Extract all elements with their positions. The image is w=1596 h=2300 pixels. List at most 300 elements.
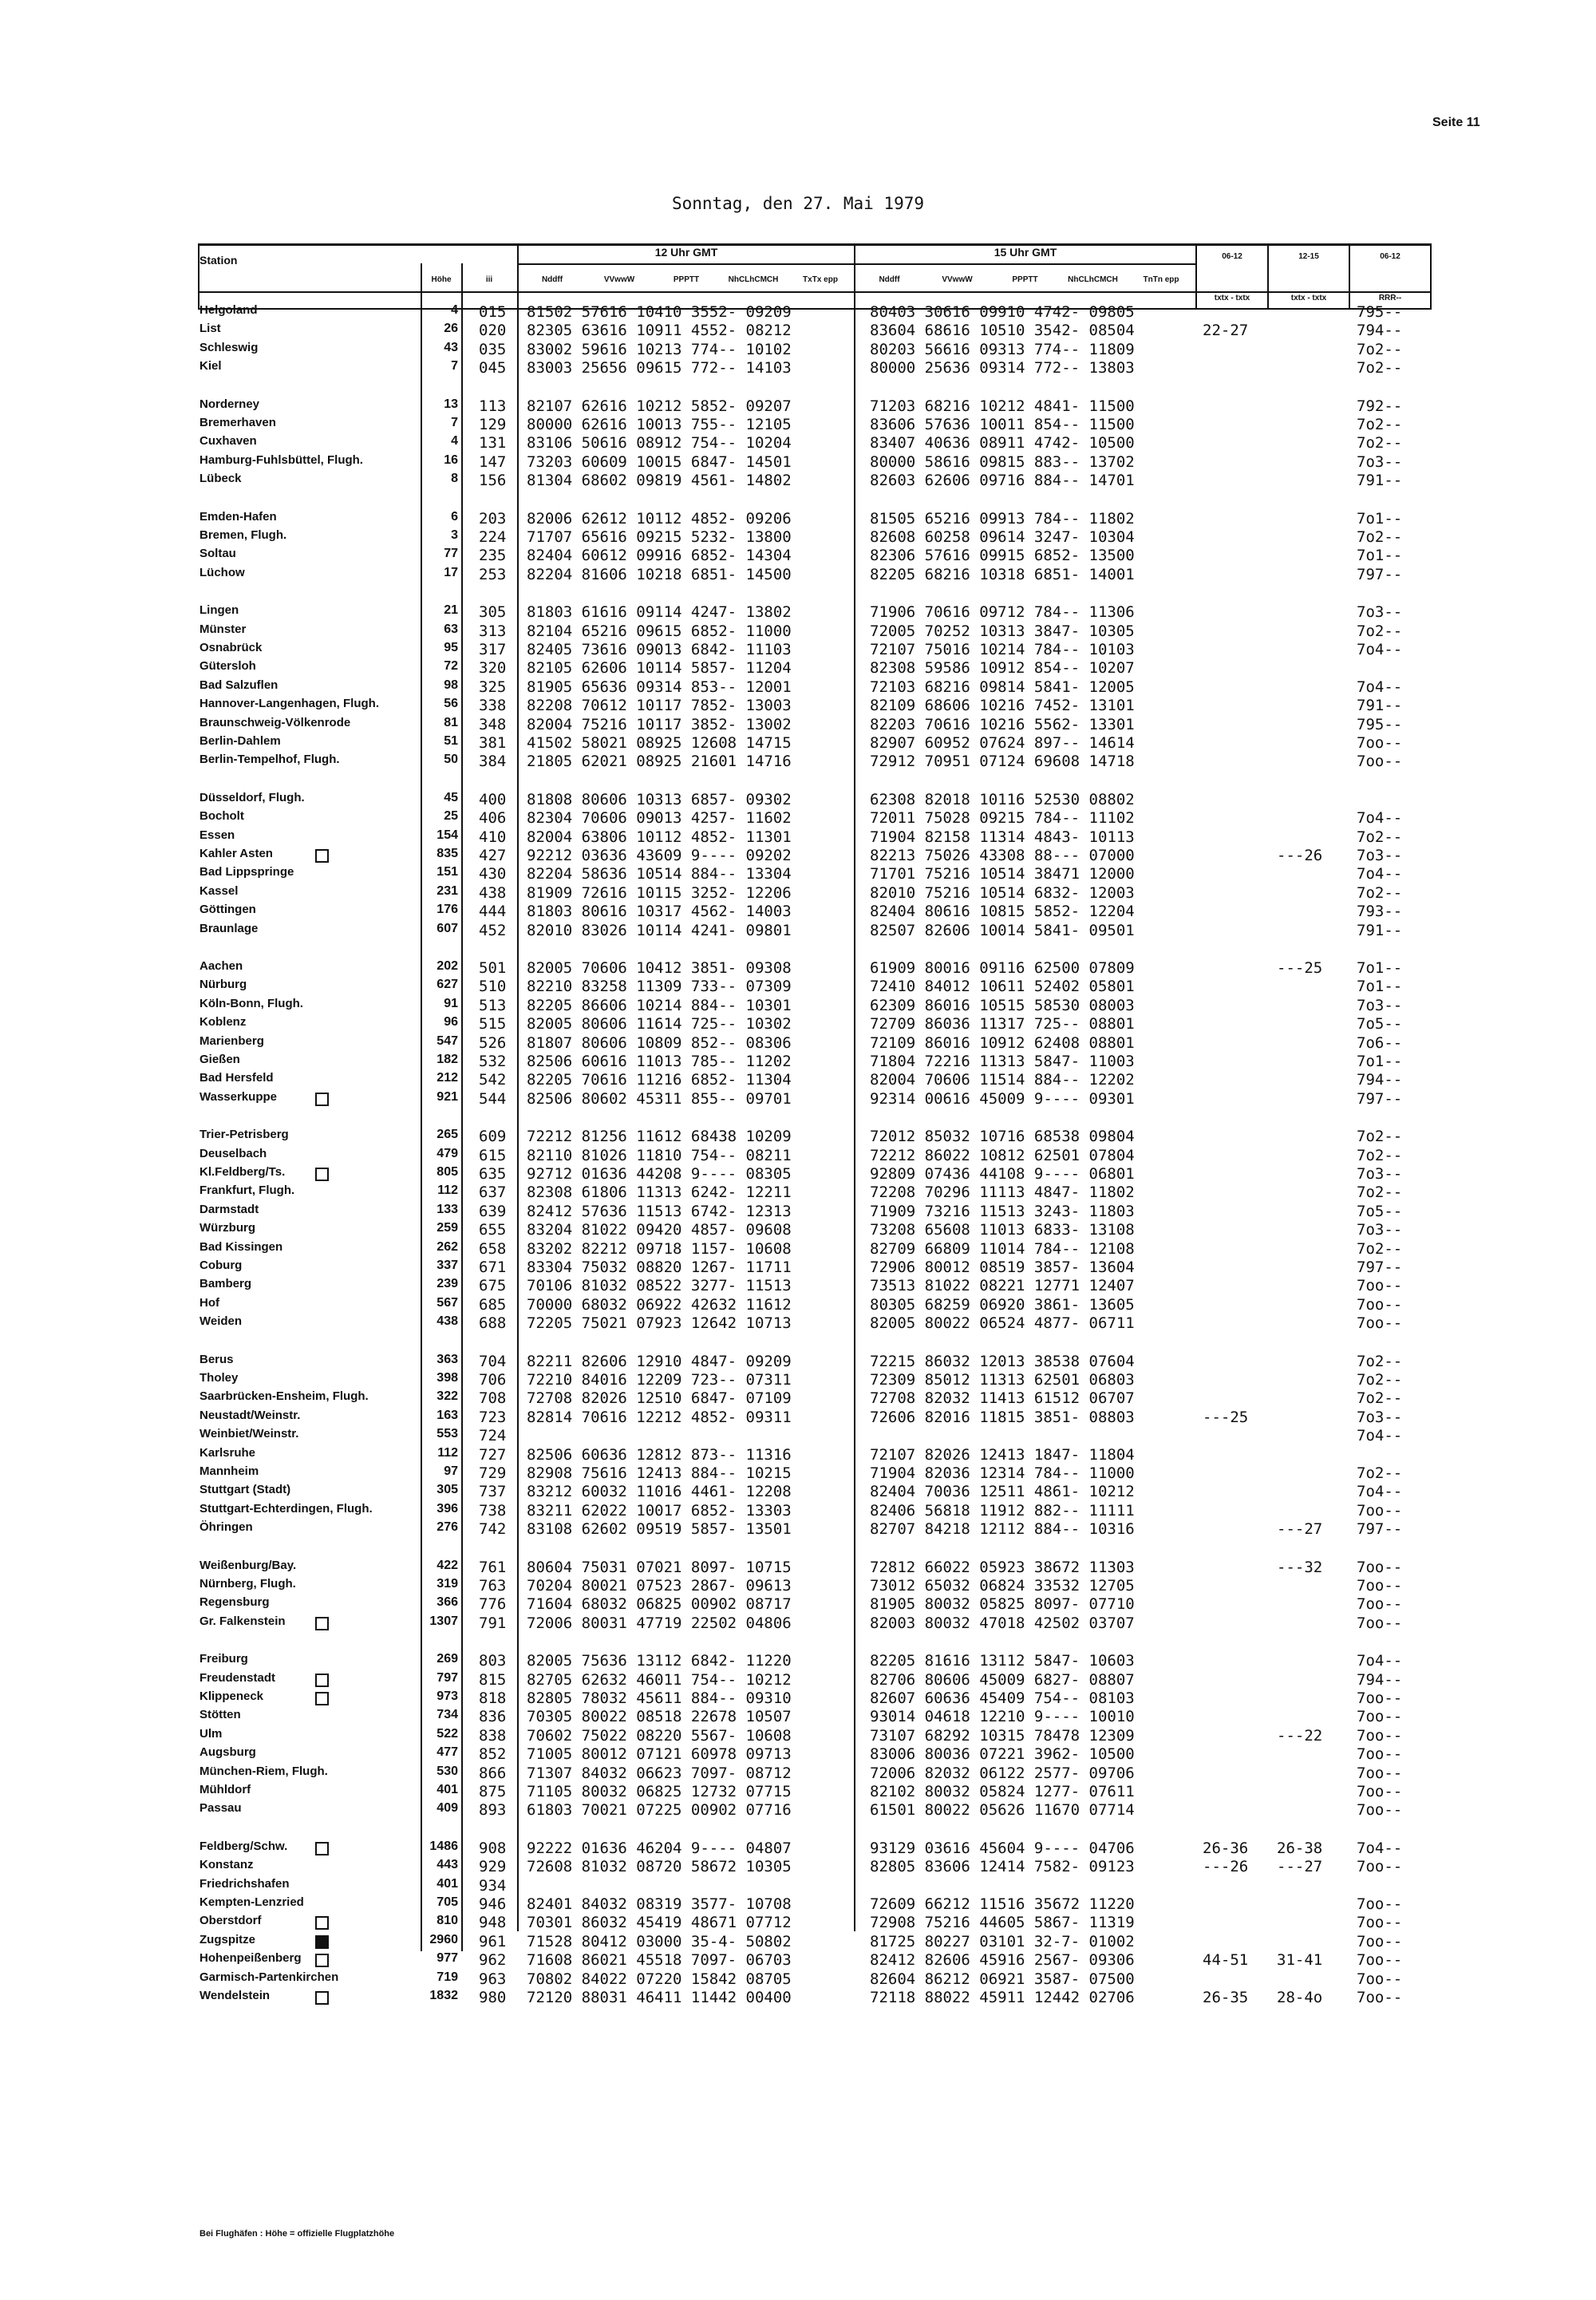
station-name: Schleswig [200, 341, 259, 354]
station-id: 430 [479, 865, 507, 883]
extra-value-1: 26-35 [1203, 1989, 1249, 2006]
station-height: 97 [444, 1464, 458, 1478]
station-height: 4 [451, 303, 458, 317]
obs-12utc: 72006 80031 47719 22502 04806 [527, 1614, 792, 1632]
obs-15utc: 82005 80022 06524 4877- 06711 [870, 1314, 1135, 1332]
table-row [0, 791, 1596, 808]
obs-12utc: 82004 63806 10112 4852- 11301 [527, 828, 792, 846]
obs-12utc: 82205 70616 11216 6852- 11304 [527, 1071, 792, 1089]
station-height: 265 [437, 1128, 458, 1141]
extra-value-3: 7o2-- [1357, 1147, 1403, 1164]
extra-value-3: 7oo-- [1357, 1895, 1403, 1913]
table-row [0, 566, 1596, 583]
obs-12utc: 71105 80032 06825 12732 07715 [527, 1783, 792, 1800]
obs-12utc: 73203 60609 10015 6847- 14501 [527, 453, 792, 471]
station-height: 522 [437, 1727, 458, 1741]
table-row [0, 397, 1596, 415]
station-height: 3 [451, 528, 458, 542]
extra-value-3: 7oo-- [1357, 1989, 1403, 2006]
station-id: 381 [479, 734, 507, 752]
station-id: 737 [479, 1483, 507, 1500]
table-row [0, 1559, 1596, 1576]
station-name: Zugspitze [200, 1933, 255, 1946]
station-height: 337 [437, 1259, 458, 1272]
station-height: 627 [437, 978, 458, 991]
table-row [0, 1034, 1596, 1052]
table-row [0, 472, 1596, 489]
station-name: Bad Salzuflen [200, 678, 279, 692]
extra-value-2: 31-41 [1277, 1951, 1323, 1969]
station-name: Hof [200, 1296, 219, 1310]
obs-12utc: 83204 81022 09420 4857- 09608 [527, 1221, 792, 1239]
table-row [0, 1914, 1596, 1931]
station-name: Freudenstadt [200, 1671, 276, 1685]
obs-15utc: 72107 75016 10214 784-- 10103 [870, 641, 1135, 658]
station-name: Bremerhaven [200, 416, 276, 429]
obs-15utc: 80000 25636 09314 772-- 13803 [870, 359, 1135, 377]
station-id: 706 [479, 1371, 507, 1389]
obs-15utc: 82205 68216 10318 6851- 14001 [870, 566, 1135, 583]
obs-12utc: 82908 75616 12413 884-- 10215 [527, 1464, 792, 1482]
obs-15utc: 92809 07436 44108 9---- 06801 [870, 1165, 1135, 1183]
table-row [0, 547, 1596, 564]
obs-12utc: 83002 59616 10213 774-- 10102 [527, 341, 792, 358]
station-id: 685 [479, 1296, 507, 1314]
station-id: 129 [479, 416, 507, 433]
obs-15utc: 72708 82032 11413 61512 06707 [870, 1389, 1135, 1407]
table-row [0, 1296, 1596, 1314]
extra-value-3: 7o3-- [1357, 603, 1403, 621]
extra-value-3: 7o4-- [1357, 1840, 1403, 1857]
table-row [0, 641, 1596, 658]
station-height: 305 [437, 1483, 458, 1496]
obs-15utc: 80000 58616 09815 883-- 13702 [870, 453, 1135, 471]
obs-15utc: 73513 81022 08221 12771 12407 [870, 1277, 1135, 1294]
extra-value-3: 7o2-- [1357, 528, 1403, 546]
extra-value-3: 7o3-- [1357, 1221, 1403, 1239]
station-name: Stuttgart (Stadt) [200, 1483, 291, 1496]
station-name: List [200, 322, 221, 335]
obs-12utc: 82404 60612 09916 6852- 14304 [527, 547, 792, 564]
time12-header: 12 Uhr GMT [654, 246, 718, 259]
station-height: 322 [437, 1389, 458, 1403]
obs-15utc: 72709 86036 11317 725-- 08801 [870, 1015, 1135, 1033]
station-name: Würzburg [200, 1221, 255, 1235]
station-height: 259 [437, 1221, 458, 1235]
station-height: 45 [444, 791, 458, 804]
table-row [0, 1689, 1596, 1707]
obs-12utc: 70106 81032 08522 3277- 11513 [527, 1277, 792, 1294]
station-height: 409 [437, 1801, 458, 1815]
obs-15utc: 72908 75216 44605 5867- 11319 [870, 1914, 1135, 1931]
station-name: Kempten-Lenzried [200, 1895, 304, 1909]
station-id: 946 [479, 1895, 507, 1913]
station-id: 655 [479, 1221, 507, 1239]
station-height: 398 [437, 1371, 458, 1385]
obs-15utc: 82608 60258 09614 3247- 10304 [870, 528, 1135, 546]
obs-12utc: 82506 60636 12812 873-- 11316 [527, 1446, 792, 1464]
station-height: 16 [444, 453, 458, 467]
table-row [0, 1409, 1596, 1426]
station-height: 8 [451, 472, 458, 485]
obs-15utc: 61501 80022 05626 11670 07714 [870, 1801, 1135, 1819]
obs-15utc: 72212 86022 10812 62501 07804 [870, 1147, 1135, 1164]
table-row [0, 1314, 1596, 1332]
station-name: Oberstdorf [200, 1914, 262, 1927]
station-id: 348 [479, 716, 507, 733]
station-id: 438 [479, 884, 507, 902]
obs-12utc: 71307 84032 06623 7097- 08712 [527, 1765, 792, 1782]
station-name: Friedrichshafen [200, 1877, 290, 1891]
extra-value-3: 7o3-- [1357, 453, 1403, 471]
extra-value-2: 28-4o [1277, 1989, 1323, 2006]
obs-12utc: 82204 58636 10514 884-- 13304 [527, 865, 792, 883]
extra-value-3: 7oo-- [1357, 1933, 1403, 1950]
col15-nddff: Nddff [879, 275, 900, 284]
station-id: 688 [479, 1314, 507, 1332]
obs-15utc: 83407 40636 08911 4742- 10500 [870, 434, 1135, 452]
extra-value-3: 7oo-- [1357, 1689, 1403, 1707]
obs-15utc: 72107 82026 12413 1847- 11804 [870, 1446, 1135, 1464]
obs-12utc: 92222 01636 46204 9---- 04807 [527, 1840, 792, 1857]
station-name: Helgoland [200, 303, 258, 317]
table-row [0, 884, 1596, 902]
station-height: 202 [437, 959, 458, 973]
station-id: 203 [479, 510, 507, 528]
extra-value-3: 7oo-- [1357, 1801, 1403, 1819]
station-name: Garmisch-Partenkirchen [200, 1970, 339, 1984]
station-name: Passau [200, 1801, 242, 1815]
obs-12utc: 41502 58021 08925 12608 14715 [527, 734, 792, 752]
obs-15utc: 81725 80227 03101 32-7- 01002 [870, 1933, 1135, 1950]
square-icon [315, 1954, 329, 1967]
station-id: 704 [479, 1353, 507, 1370]
obs-12utc: 83108 62602 09519 5857- 13501 [527, 1520, 792, 1538]
table-row [0, 1951, 1596, 1969]
station-name: Norderney [200, 397, 260, 411]
obs-12utc: 70204 80021 07523 2867- 09613 [527, 1577, 792, 1595]
station-id: 929 [479, 1858, 507, 1875]
col15-vvwww: VVwwW [942, 275, 973, 284]
station-name: Gr. Falkenstein [200, 1614, 286, 1628]
obs-12utc: 81803 61616 09114 4247- 13802 [527, 603, 792, 621]
station-height: 366 [437, 1595, 458, 1609]
extra-value-1: ---26 [1203, 1858, 1249, 1875]
obs-12utc: 83211 62022 10017 6852- 13303 [527, 1502, 792, 1520]
station-id: 235 [479, 547, 507, 564]
obs-15utc: 71909 73216 11513 3243- 11803 [870, 1203, 1135, 1220]
obs-15utc: 72309 85012 11313 62501 06803 [870, 1371, 1135, 1389]
height-header: Höhe [431, 275, 452, 284]
station-id: 791 [479, 1614, 507, 1632]
table-row [0, 622, 1596, 640]
square-icon [315, 849, 329, 863]
obs-12utc: 82105 62606 10114 5857- 11204 [527, 659, 792, 677]
station-height: 553 [437, 1427, 458, 1440]
table-row [0, 322, 1596, 339]
station-id: 934 [479, 1877, 507, 1895]
station-height: 422 [437, 1559, 458, 1572]
square-icon [315, 1617, 329, 1630]
station-name: Wasserkuppe [200, 1090, 277, 1104]
station-height: 262 [437, 1240, 458, 1254]
station-height: 17 [444, 566, 458, 579]
table-row [0, 341, 1596, 358]
extra-value-3: 7oo-- [1357, 1595, 1403, 1613]
station-name: Kahler Asten [200, 847, 273, 860]
station-name: Lüchow [200, 566, 245, 579]
obs-15utc: 72410 84012 10611 52402 05801 [870, 978, 1135, 995]
table-row [0, 416, 1596, 433]
station-name: Bamberg [200, 1277, 252, 1290]
obs-12utc: 82110 81026 11810 754-- 08211 [527, 1147, 792, 1164]
obs-12utc: 82705 62632 46011 754-- 10212 [527, 1671, 792, 1689]
page-title: Sonntag, den 27. Mai 1979 [671, 194, 925, 213]
extra-value-3: 794-- [1357, 1671, 1403, 1689]
obs-12utc: 82205 86606 10214 884-- 10301 [527, 997, 792, 1014]
obs-12utc: 72212 81256 11612 68438 10209 [527, 1128, 792, 1145]
obs-12utc: 82308 61806 11313 6242- 12211 [527, 1184, 792, 1201]
station-name: Mühldorf [200, 1783, 251, 1796]
obs-15utc: 82603 62606 09716 884-- 14701 [870, 472, 1135, 489]
station-name: Osnabrück [200, 641, 263, 654]
station-name: Trier-Petrisberg [200, 1128, 289, 1141]
station-header: Station [200, 254, 238, 267]
station-id: 253 [479, 566, 507, 583]
obs-12utc: 71604 68032 06825 00902 08717 [527, 1595, 792, 1613]
table-row [0, 1520, 1596, 1538]
station-id: 427 [479, 847, 507, 864]
station-name: Konstanz [200, 1858, 254, 1871]
extra-value-3: 797-- [1357, 1259, 1403, 1276]
station-name: Weißenburg/Bay. [200, 1559, 297, 1572]
station-id: 763 [479, 1577, 507, 1595]
table-row [0, 1446, 1596, 1464]
obs-15utc: 61909 80016 09116 62500 07809 [870, 959, 1135, 977]
station-id: 658 [479, 1240, 507, 1258]
station-height: 973 [437, 1689, 458, 1703]
station-name: Koblenz [200, 1015, 247, 1029]
station-height: 112 [437, 1446, 458, 1460]
station-name: Gütersloh [200, 659, 256, 673]
station-name: Berlin-Dahlem [200, 734, 281, 748]
station-id: 875 [479, 1783, 507, 1800]
station-height: 154 [437, 828, 458, 842]
table-row [0, 1858, 1596, 1875]
table-row [0, 1595, 1596, 1613]
obs-15utc: 93014 04618 12210 9---- 10010 [870, 1708, 1135, 1725]
station-name: Lingen [200, 603, 239, 617]
extra-value-3: 7o4-- [1357, 1652, 1403, 1670]
table-row [0, 1184, 1596, 1201]
station-name: Coburg [200, 1259, 243, 1272]
extra-value-3: 792-- [1357, 397, 1403, 415]
filled-square-icon [315, 1935, 329, 1949]
obs-12utc: 81803 80616 10317 4562- 14003 [527, 903, 792, 920]
obs-12utc: 92212 03636 43609 9---- 09202 [527, 847, 792, 864]
extra-value-3: 7o4-- [1357, 1483, 1403, 1500]
extra-value-1: 26-36 [1203, 1840, 1249, 1857]
table-row [0, 753, 1596, 770]
col12-vvwww: VVwwW [603, 275, 635, 284]
station-id: 156 [479, 472, 507, 489]
obs-15utc: 82805 83606 12414 7582- 09123 [870, 1858, 1135, 1875]
extra-sub-2: txtx - txtx [1290, 294, 1327, 302]
station-name: Aachen [200, 959, 243, 973]
obs-12utc: 82805 78032 45611 884-- 09310 [527, 1689, 792, 1707]
obs-12utc: 82304 70606 09013 4257- 11602 [527, 809, 792, 827]
obs-12utc: 83212 60032 11016 4461- 12208 [527, 1483, 792, 1500]
extra-value-3: 794-- [1357, 322, 1403, 339]
station-id: 542 [479, 1071, 507, 1089]
obs-12utc: 72205 75021 07923 12642 10713 [527, 1314, 792, 1332]
col15-clouds: NhCLhCMCH [1068, 275, 1118, 284]
obs-15utc: 72103 68216 09814 5841- 12005 [870, 678, 1135, 696]
station-height: 133 [437, 1203, 458, 1216]
col15-temp: TnTn epp [1143, 275, 1179, 284]
obs-15utc: 82203 70616 10216 5562- 13301 [870, 716, 1135, 733]
station-height: 176 [437, 903, 458, 916]
extra-value-3: 7oo-- [1357, 1858, 1403, 1875]
station-name: Braunschweig-Völkenrode [200, 716, 351, 729]
table-row [0, 1989, 1596, 2006]
extra-value-3: 7o4-- [1357, 809, 1403, 827]
col12-ppptt: PPPTT [673, 275, 700, 284]
station-name: Cuxhaven [200, 434, 257, 448]
obs-15utc: 82706 80606 45009 6827- 08807 [870, 1671, 1135, 1689]
obs-15utc: 72906 80012 08519 3857- 13604 [870, 1259, 1135, 1276]
station-id: 526 [479, 1034, 507, 1052]
table-row [0, 847, 1596, 864]
extra-value-3: 7o2-- [1357, 1464, 1403, 1482]
station-name: Karlsruhe [200, 1446, 256, 1460]
table-row [0, 1652, 1596, 1670]
obs-15utc: 82709 66809 11014 784-- 12108 [870, 1240, 1135, 1258]
obs-15utc: 82308 59586 10912 854-- 10207 [870, 659, 1135, 677]
station-name: Neustadt/Weinstr. [200, 1409, 301, 1422]
obs-15utc: 82306 57616 09915 6852- 13500 [870, 547, 1135, 564]
station-name: Weinbiet/Weinstr. [200, 1427, 299, 1440]
station-id: 015 [479, 303, 507, 321]
obs-15utc: 71904 82036 12314 784-- 11000 [870, 1464, 1135, 1482]
station-name: Freiburg [200, 1652, 248, 1666]
station-height: 479 [437, 1147, 458, 1160]
station-id: 980 [479, 1989, 507, 2006]
station-height: 13 [444, 397, 458, 411]
obs-12utc: 82210 83258 11309 733-- 07309 [527, 978, 792, 995]
station-height: 1486 [429, 1840, 458, 1853]
station-height: 797 [437, 1671, 458, 1685]
station-name: Stötten [200, 1708, 241, 1721]
station-name: Braunlage [200, 922, 259, 935]
station-name: Darmstadt [200, 1203, 259, 1216]
station-height: 401 [437, 1783, 458, 1796]
extra-value-3: 7o2-- [1357, 434, 1403, 452]
station-height: 21 [444, 603, 458, 617]
obs-12utc: 61803 70021 07225 00902 07716 [527, 1801, 792, 1819]
table-row [0, 528, 1596, 546]
extra-value-3: 7oo-- [1357, 1577, 1403, 1595]
obs-12utc: 70802 84022 07220 15842 08705 [527, 1970, 792, 1988]
station-height: 438 [437, 1314, 458, 1328]
station-id: 224 [479, 528, 507, 546]
station-id: 410 [479, 828, 507, 846]
station-id: 838 [479, 1727, 507, 1745]
extra-value-3: 7o4-- [1357, 1427, 1403, 1444]
table-row [0, 1090, 1596, 1108]
extra-value-3: 7o5-- [1357, 1015, 1403, 1033]
table-row [0, 997, 1596, 1014]
extra-value-3: 7oo-- [1357, 1745, 1403, 1763]
station-name: Bad Kissingen [200, 1240, 283, 1254]
col12-clouds: NhCLhCMCH [728, 275, 779, 284]
station-height: 112 [437, 1184, 458, 1197]
obs-12utc: 83304 75032 08820 1267- 11711 [527, 1259, 792, 1276]
station-height: 835 [437, 847, 458, 860]
col12-temp: TxTx epp [803, 275, 838, 284]
station-name: Lübeck [200, 472, 242, 485]
time15-header: 15 Uhr GMT [994, 246, 1057, 259]
obs-15utc: 82003 80032 47018 42502 03707 [870, 1614, 1135, 1632]
square-icon [315, 1916, 329, 1930]
obs-12utc: 82412 57636 11513 6742- 12313 [527, 1203, 792, 1220]
station-id: 501 [479, 959, 507, 977]
obs-15utc: 73012 65032 06824 33532 12705 [870, 1577, 1135, 1595]
station-id: 948 [479, 1914, 507, 1931]
obs-12utc: 71528 80412 03000 35-4- 50802 [527, 1933, 792, 1950]
obs-12utc: 71608 86021 45518 7097- 06703 [527, 1951, 792, 1969]
extra-value-3: 7o5-- [1357, 1203, 1403, 1220]
station-height: 25 [444, 809, 458, 823]
extra-value-2: 26-38 [1277, 1840, 1323, 1857]
obs-12utc: 82104 65216 09615 6852- 11000 [527, 622, 792, 640]
extra-value-3: 795-- [1357, 303, 1403, 321]
table-row [0, 978, 1596, 995]
station-height: 98 [444, 678, 458, 692]
station-id: 406 [479, 809, 507, 827]
station-height: 319 [437, 1577, 458, 1591]
station-name: Stuttgart-Echterdingen, Flugh. [200, 1502, 373, 1516]
station-id: 452 [479, 922, 507, 939]
station-height: 607 [437, 922, 458, 935]
table-row [0, 1614, 1596, 1632]
extra-value-3: 797-- [1357, 1520, 1403, 1538]
table-row [0, 1895, 1596, 1913]
extra-value-2: ---25 [1277, 959, 1323, 977]
station-height: 530 [437, 1765, 458, 1778]
extra-value-3: 797-- [1357, 1090, 1403, 1108]
extra-value-3: 795-- [1357, 716, 1403, 733]
obs-12utc: 70000 68032 06922 42632 11612 [527, 1296, 792, 1314]
station-height: 276 [437, 1520, 458, 1534]
station-id: 962 [479, 1951, 507, 1969]
extra-value-3: 7oo-- [1357, 1727, 1403, 1745]
station-height: 212 [437, 1071, 458, 1085]
station-height: 163 [437, 1409, 458, 1422]
obs-15utc: 71203 68216 10212 4841- 11500 [870, 397, 1135, 415]
obs-15utc: 82604 86212 06921 3587- 07500 [870, 1970, 1135, 1988]
page-number: Seite 11 [1432, 116, 1480, 129]
extra-value-3: 7o4-- [1357, 641, 1403, 658]
obs-15utc: 72109 86016 10912 62408 08801 [870, 1034, 1135, 1052]
station-id: 609 [479, 1128, 507, 1145]
table-row [0, 1840, 1596, 1857]
station-name: Weiden [200, 1314, 243, 1328]
table-row [0, 959, 1596, 977]
station-id: 147 [479, 453, 507, 471]
table-row [0, 1765, 1596, 1782]
station-name: Ulm [200, 1727, 223, 1741]
